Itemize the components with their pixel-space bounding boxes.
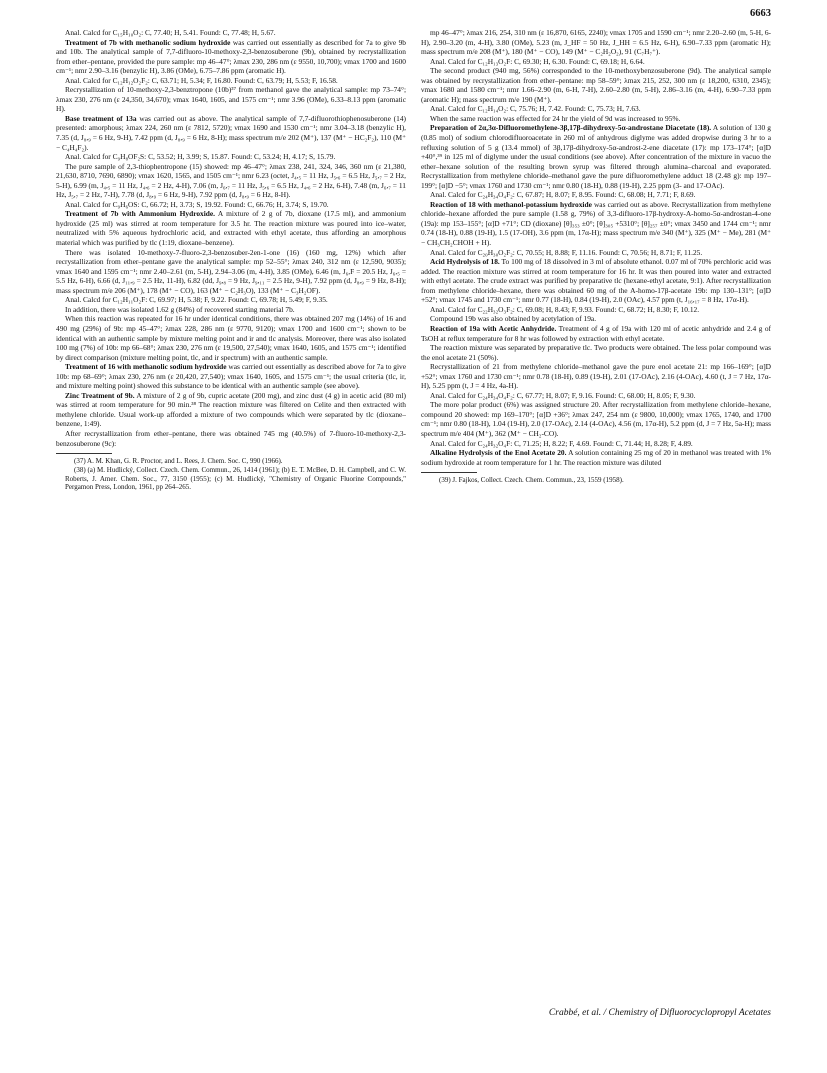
paragraph [56, 76, 406, 86]
paragraph-text: Anal. Calcd for C₁₂H₁₃O₂F: C, 69.30; H, 6.30. Found: C, 69.18; H, 6.64. [430, 56, 645, 66]
paragraph-text: Anal. Calcd for C₁₂H₁₂O₂F₂: C, 63.71; H, 5.34; F, 16.80. Found: C, 63.79; H, 5.53; F, 16.58. [65, 75, 338, 85]
paragraph-text: Treatment of 4 g of 19a with 120 ml of acetic anhydride and 2.4 g of TsOH at reflux temperature for 8 hr was followed by extraction with ethyl acetate. [421, 323, 771, 343]
paragraph-text: was carried out as above. Recrystallization from methylene chloride–hexane afforded the pure sample (1.58 g, 79%) of 3,3-difluoro-17β-hydroxy-A-homo-5α-androstan-4-one (19a): mp 153–155°; [α]D +71°; CD (dioxane) [θ]₃₅₃ ±0°; [θ]₃₀₅ +5310°; [θ]₂₅₇ ±0°; νmax 3450 and 1744 cm⁻¹; nmr 0.74 (18-H), 0.88 (19-H), 1.5 (17-OH), 3.6 ppm (m, 17α-H); mass spectrum m/e 340 (M⁺), 325 (M⁺ − Me), 281 (M⁺ − CH₃CH₂CHOH + H). [421, 199, 771, 248]
paragraph-text: Anal. Calcd for C₁₅H₁₀O₂: C, 77.40; H, 5.41. Found: C, 77.48; H, 5.67. [65, 28, 276, 37]
paragraph [421, 343, 771, 362]
paragraph-text: mp 46–47°; λmax 216, 254, 310 nm (ε 16,870, 6165, 2240); νmax 1705 and 1590 cm⁻¹; nmr 2.20–2.60 (m, 5-H, 6-H), 2.90–3.20 (m, 4-H), 3.80 (OMe), 5.23 (m, J_HF = 50 Hz, J_HH = 6.5 Hz, 6-H), 6.90–7.33 ppm (aromatic H); mass spectrum m/e 208 (M⁺), 180 (M⁺ − CO), 149 (M⁺ − C₂H₂O₂), 91 (C₇H₇⁺). [421, 28, 771, 57]
paragraph-text: To 100 mg of 18 dissolved in 3 ml of absolute ethanol. 0.07 ml of 70% perchloric acid was added. The reaction mixture was stirred at room temperature for 16 hr. It was then poured into water and extracted with ethyl acetate. The crude extract was purified by preparative tlc (hexane-ethyl acetate, 9:1). After recrystallization from methylene chloride–hexane, there was obtained 60 mg of the A-homo-17β-acetate 19b: mp 130–131°; [α]D +52°; νmax 1745 and 1730 cm⁻¹; nmr 0.77 (18-H), 0.84 (19-H), 2.0 (OAc), 4.57 ppm (t, J₁₆,₁₇ = 8 Hz, 17α-H). [421, 257, 772, 305]
paragraph-text: After recrystallization from ether–pentane, there was obtained 745 mg (40.5%) of 7-fluoro-10-methoxy-2,3-benzosuberone (9c): [56, 428, 406, 448]
paragraph-text: Anal. Calcd for C₂₄H₃₄O₄F₂: C, 67.77; H, 8.07; F, 9.16. Found: C, 68.00; H, 8.05; F, 9.30. [430, 390, 696, 400]
paragraph-text: Anal. Calcd for C₁₂H₁₄O₂: C, 75.76; H, 7.42. Found: C, 75.73; H, 7.63. [430, 104, 641, 114]
footnote-rule-right [421, 472, 477, 473]
run-in-heading: Reaction of 18 with methanol-potassium hydroxide [430, 199, 592, 209]
run-in-heading: Treatment of 16 with methanolic sodium hydroxide [65, 362, 227, 372]
run-in-heading: Reaction of 19a with Acetic Anhydride. [430, 323, 557, 333]
run-in-heading: Base treatment of 13a [65, 113, 137, 123]
paragraph-text: The more polar product (6%) was assigned structure 20. After recrystallization from methylene chloride–hexane, compound 20 showed: mp 169–170°; [α]D +36°; λmax 247, 254 nm (ε 9800, 10,000); νmax 1765, 1740, and 1700 cm⁻¹; nmr 0.80 (18-H), 1.04 (19-H), 2.0 (17-OAc), 2.14 (4-OAc), 4.56 (m, 17α-H), 5.2 ppm (d, J = 7 Hz, 5a-H); mass spectrum m/e 404 (M⁺), 362 (M⁺ − CH₂-CO). [421, 400, 771, 438]
left-column [56, 28, 406, 492]
paragraph [421, 314, 771, 324]
paragraph [421, 248, 771, 258]
paragraph-text: A solution of 130 g (0.85 mol) of sodium chlorodifluoroacetate in 260 ml of anhydrous diglyme was added dropwise during 3 hr to a refluxing solution of 5 g (13.4 mmol) of 3β,17β-dihydroxy-5α-androst-2-ene diacetate (17): mp 173–174°; [α]D +40°,³⁹ in 125 ml of diglyme under the usual conditions (see above). After concentration of the mixture in vacuo the ether–hexane solution of the resulting brown syrup was filtered through alumina–charcoal and evaporated. Recrystallization from methylene chloride–methanol gave the pure difluoromethylene adduct 18 (2.48 g): mp 197–199°; [α]D −5°; νmax 1760 and 1730 cm⁻¹; nmr 0.80 (18-H), 0.88 (19-H), 2.25 ppm (3- and 17-OAc). [421, 123, 772, 190]
paragraph [421, 448, 771, 467]
paragraph [421, 439, 771, 449]
paragraph-text: Anal. Calcd for C₂₄H₃₂O₄F: C, 71.25; H, 8.22; F, 4.69. Found: C, 71.44; H, 8.28; F, 4.89. [430, 438, 693, 448]
paragraph [56, 114, 406, 152]
paragraph [56, 152, 406, 162]
paragraph-text: Compound 19b was also obtained by acetylation of 19a. [430, 314, 597, 324]
paragraph [56, 162, 406, 200]
paragraph-text: Anal. Calcd for C₂₂H₃₂O₃F₂: C, 69.08; H, 8.43; F, 9.93. Found: C, 68.72; H, 8.30; F, 10.12. [430, 304, 700, 314]
paragraph [56, 248, 406, 296]
paragraph [56, 28, 406, 38]
paragraph [421, 200, 771, 248]
paragraph [56, 295, 406, 305]
paragraph-text: A mixture of 2 g of 7b, dioxane (17.5 ml), and ammonium hydroxide (25 ml) was stirred at room temperature for 3.5 hr. The reaction mixture was poured into ice–water, neutralized with 5% aqueous hydrochloric acid, and extracted with ethyl acetate, thus affording an amorphous material which was purified by tlc (1:19, dioxane–benzene). [56, 209, 407, 248]
page-number: 6663 [750, 8, 771, 19]
paragraph [56, 305, 406, 315]
paragraph [421, 28, 771, 57]
footnote-rule-left [56, 453, 112, 454]
paragraph-text: A mixture of 2 g of 9b, cupric acetate (200 mg), and zinc dust (4 g) in acetic acid (80 ml) was stirred at room temperature for 90 min.³⁸ The reaction mixture was filtered on Celite and then extracted with methylene chloride. Usual work-up afforded a mixture of two compounds which were separated by tlc (dioxane–benzene, 1:49). [56, 390, 406, 429]
footnote: (39) J. Fajkos, Collect. Czech. Chem. Commun., 23, 1559 (1958). [439, 476, 624, 485]
paragraph [421, 324, 771, 343]
paragraph-text: In addition, there was isolated 1.62 g (84%) of recovered starting material 7b. [65, 304, 295, 314]
run-in-heading: Treatment of 7b with Ammonium Hydroxide. [65, 209, 216, 219]
paragraph [421, 190, 771, 200]
paragraph-text: Anal. Calcd for C₉H₈OF₂S: C, 53.52; H, 3.99; S, 15.87. Found: C, 53.24; H, 4.17; S, 15.79. [65, 152, 336, 162]
paragraph-text: was carried out essentially as described above for 7a to give 10b: mp 68–69°; λmax 230, 276 nm (ε 20,420, 27,540); νmax 1640, 1605, and 1575 cm⁻¹; the usual criteria (tlc, ir, and mixture melting point) showed this substance to be identical with an authentic sample (see above). [56, 362, 406, 391]
footnote: (38) (a) M. Hudlický, Collect. Czech. Chem. Commun., 26, 1414 (1961); (b) E. T. McBee, D. H. Campbell, and C. W. Roberts, J. Amer. Chem. Soc., 77, 3150 (1955); (c) M. Hudlický, "Chemistry of Organic Fluorine Compounds," Pergamon Press, London, 1961, pp 264–265. [65, 465, 406, 492]
run-in-heading: Zinc Treatment of 9b. [65, 390, 135, 400]
paragraph-text: was carried out as above. The analytical sample of 7,7-difluorothiophenosuberone (14) presented: amorphous; λmax 224, 260 nm (ε 7812, 5720); νmax 1690 and 1530 cm⁻¹; nmr 3.04–3.18 (benzylic H), 7.35 (d, J₈,₉ = 6 Hz, 9-H), 7.42 ppm (d, J₈,₉ = 6 Hz, 8-H); mass spectrum m/e 202 (M⁺), 137 (M⁺ − HC₂F₂), 110 (M⁺ − C₄H₄F₂). [56, 113, 406, 152]
paragraph [421, 305, 771, 315]
paragraph [421, 57, 771, 67]
running-footer: Crabbé, et al. / Chemistry of Difluorocyclopropyl Acetates [548, 1008, 771, 1018]
paragraph [421, 257, 771, 305]
paragraph [421, 114, 771, 124]
left-footnotes [56, 457, 406, 492]
paragraph [56, 314, 406, 362]
paragraph-text: When this reaction was repeated for 16 hr under identical conditions, there was obtained 207 mg (14%) of 16 and 490 mg (29%) of 9b: mp 45–47°; λmax 228, 286 nm (ε 9770, 9120); νmax 1700 and 1600 cm⁻¹; shown to be identical with an authentic sample by mixture melting point and ir and tlc analysis. Moreover, there was also isolated 100 mg (7%) of 10b: mp 66–68°; λmax 230, 276 nm (ε 19,500, 27,540); νmax 1640, 1605, and 1575 cm⁻¹; identified by direct comparison (mixture melting point, tlc, and ir spectrum) with an authentic sample. [56, 314, 406, 362]
paragraph [421, 66, 771, 104]
right-footnotes [421, 476, 771, 485]
run-in-heading: Treatment of 7b with methanolic sodium hydroxide [65, 37, 231, 47]
paragraph-text: Recrystallization of 10-methoxy-2,3-benztropone (10b)³⁷ from methanol gave the analytical sample: mp 73–74°; λmax 230, 276 nm (ε 24,350, 34,670); νmax 1640, 1605, and 1575 cm⁻¹; nmr 3.96 (OMe), 6.33–8.13 ppm (aromatic H). [56, 85, 406, 114]
paragraph [56, 209, 406, 247]
paragraph-text: The pure sample of 2,3-thiophentropone (15) showed: mp 46–47°; λmax 238, 241, 324, 346, 360 nm (ε 21,380, 21,630, 8710, 7690, 6890); νmax 1620, 1565, and 1505 cm⁻¹; nmr 6.23 (octet, J₄,₅ = 11 Hz, J₅,₆ = 6.5 Hz, J₅,₇ = 2 Hz, 5-H), 6.99 (m, J₄,₅ = 11 Hz, J₄,₆ = 2 Hz, 4-H), 7.06 (m, J₆,₇ = 11 Hz, J₅,₆ = 6.5 Hz, J₄,₆ = 2 Hz, 6-H), 7.48 (m, J₆,₇ = 11 Hz, J₅,₇ = 2 Hz, 7-H), 7.78 (d, J₈,₉ = 6 Hz, 9-H), 7.92 ppm (d, J₈,₉ = 6 Hz, 8-H). [56, 161, 406, 200]
left-column-body [56, 28, 406, 448]
paragraph-text: The reaction mixture was separated by preparative tlc. Two products were obtained. The less polar compound was the enol acetate 21 (50%). [421, 343, 771, 362]
paragraph-text: Anal. Calcd for C₁₂H₁₁O₂F: C, 69.97; H, 5.38; F, 9.22. Found: C, 69.78; H, 5.49; F, 9.35. [65, 295, 328, 305]
paragraph-text: A solution containing 25 mg of 20 in methanol was treated with 1% sodium hydroxide at room temperature for 1 hr. The reaction mixture was diluted [421, 448, 771, 467]
paragraph [56, 200, 406, 210]
paragraph [56, 38, 406, 76]
paragraph-text: was carried out essentially as described for 7a to give 9b and 10b. The analytical sample of 7,7-difluoro-10-methoxy-2,3-benzosuberone (9b), obtained by recrystallization from ether–pentane, provided the pure sample: mp 46–47°; λmax 230, 286 nm (ε 9550, 10,700); νmax 1700 and 1600 cm⁻¹; nmr 2.90–3.16 (benzylic H), 3.86 (OMe), 6.75–7.86 ppm (aromatic H). [56, 37, 406, 76]
run-in-heading: Alkaline Hydrolysis of the Enol Acetate 20. [430, 448, 567, 458]
paragraph-text: The second product (940 mg, 56%) corresponded to the 10-methoxybenzosuberone (9d). The analytical sample was obtained by recrystallization from ether–pentane: mp 58–59°; λmax 215, 252, 300 nm (ε 18,200, 6310, 2345); νmax 1680 and 1580 cm⁻¹; nmr 1.66–2.90 (m, 6-H, 7-H), 2.60–2.80 (m, 5-H), 2.86–3.16 (m, 4-H), 6.90–7.33 ppm (aromatic H); mass spectrum m/e 190 (M⁺). [421, 66, 771, 104]
paragraph [421, 400, 771, 438]
footnote: (37) A. M. Khan, G. R. Proctor, and L. Rees, J. Chem. Soc. C, 990 (1966). [74, 457, 283, 466]
paragraph [421, 104, 771, 114]
paragraph-text: When the same reaction was effected for 24 hr the yield of 9d was increased to 95%. [430, 113, 681, 123]
run-in-heading: Acid Hydrolysis of 18. [430, 257, 500, 267]
paragraph-text: Anal. Calcd for C₉H₆OS: C, 66.72; H, 3.73; S, 19.92. Found: C, 66.76; H, 3.74; S, 19.70. [65, 199, 329, 209]
paragraph [421, 362, 771, 391]
paragraph-text: Anal. Calcd for C₂₄H₃₄O₄F₂: C, 67.87; H, 8.07; F, 8.95. Found: C, 68.08; H, 7.71; F, 8.69. [430, 190, 696, 200]
paragraph-text: There was isolated 10-methoxy-7-fluoro-2,3-benzosuber-2en-1-one (16) (160 mg, 12%) which after recrystallization from ether–pentane gave the analytical sample: mp 52–55°; λmax 240, 312 nm (ε 12,590, 9035); νmax 1640 and 1595 cm⁻¹; nmr 2.40–2.61 (m, 5-H), 2.94–3.06 (m, 4-H), 3.85 (OMe), 6.46 (m, J₆,F = 20.5 Hz, J₆,₅ = 5.5 Hz, 6-H), 6.66 (d, J₁₁,₉ = 2.5 Hz, 11-H), 6.82 (dd, J₉,₈ = 9 Hz, J₉,₁₁ = 2.5 Hz, 9-H), 7.92 ppm (d, J₈,₉ = 9 Hz, 8-H); mass spectrum m/e 206 (M⁺), 178 (M⁺ − CO), 163 (M⁺ − C₂H₃O), 133 (M⁺ − C₃H₂OF). [56, 247, 406, 295]
right-column [421, 28, 771, 485]
paragraph [56, 362, 406, 391]
paragraph [56, 429, 406, 448]
paragraph [421, 123, 771, 190]
paragraph-text: Anal. Calcd for C₂₀H₃₀O₂F₂: C, 70.55; H, 8.88; F, 11.16. Found: C, 70.56; H, 8.71; F, 11.25. [430, 247, 703, 257]
right-column-body [421, 28, 771, 467]
paragraph [56, 85, 406, 114]
run-in-heading: Preparation of 2α,3α-Difluoromethylene-3β,17β-dihydroxy-5α-androstane Diacetate (18). [430, 123, 712, 133]
paragraph [56, 391, 406, 429]
paragraph-text: Recrystallization of 21 from methylene chloride–methanol gave the pure enol acetate 21: mp 166–169°; [α]D +52°; νmax 1760 and 1730 cm⁻¹; nmr 0.78 (18-H), 0.89 (19-H), 2.01 (17-OAc), 2.16 (4-OAc), 4.60 (t, J = 7 Hz, 17α-H), 5.25 ppm (t, J = 4 Hz, 4a-H). [421, 362, 771, 391]
paragraph [421, 391, 771, 401]
